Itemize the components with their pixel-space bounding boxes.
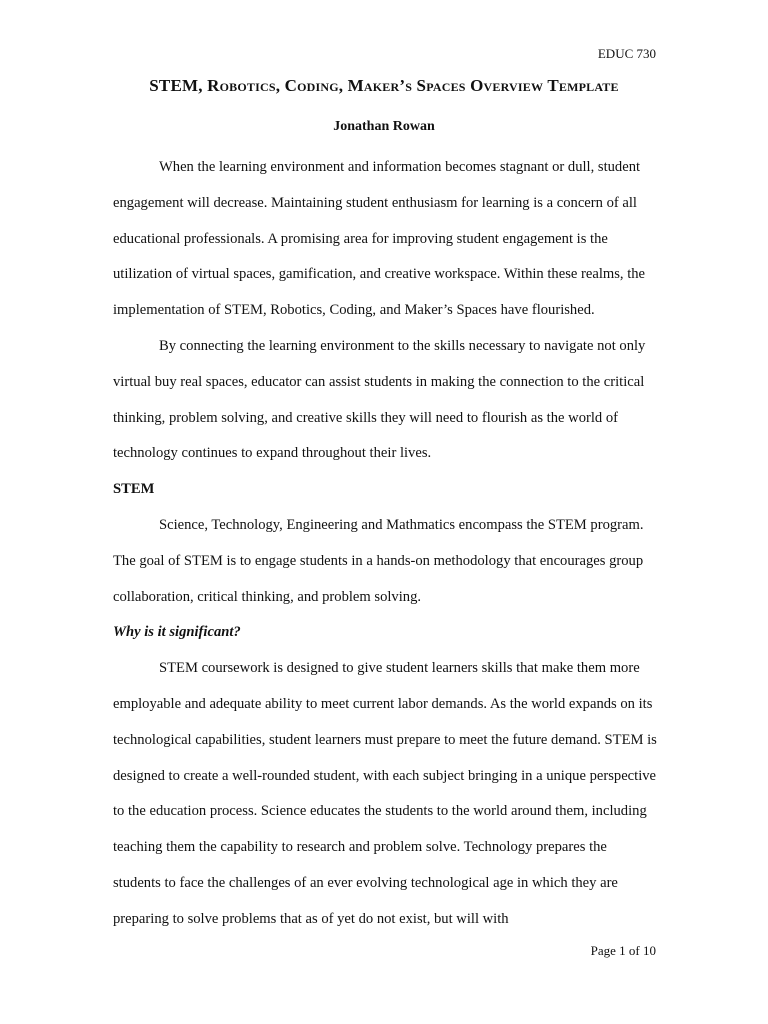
stem-paragraph-2: STEM coursework is designed to give student learners skills that make them more employable and adequate ability to meet current labor demands. As the world expands on its technological capabilities, student learners must prepare to meet the future demand. STEM is designed to create a well-rounded student, with each subject bringing in a unique perspective to the education process. Science educates the students to the world around them, including teaching them the capability to research and problem solve. Technology prepares the students to face the challenges of an ever evolving technological age in which they are preparing to solve problems that as of yet do not exist, but will with [113, 660, 657, 927]
stem-paragraph-1: Science, Technology, Engineering and Mathmatics encompass the STEM program. The goal of STEM is to engage students in a hands-on methodology that encourages group collaboration, critical thinking, and problem solving. [113, 516, 644, 605]
page-number: Page 1 of 10 [590, 943, 656, 958]
section-heading-stem: STEM [113, 481, 155, 498]
intro-paragraph-2: By connecting the learning environment to the skills necessary to navigate not only virtual buy real spaces, educator can assist students in making the connection to the critical thinking, problem solving, and creative skills they will need to flourish as the world of technology continues to expand throughout their lives. [113, 337, 646, 462]
author-name: Jonathan Rowan [333, 119, 435, 134]
document-body [113, 150, 658, 938]
document-title: STEM, Robotics, Coding, Maker’s Spaces Overview Template [149, 76, 619, 95]
course-code: EDUC 730 [597, 46, 656, 61]
subheading-significance: Why is it significant? [113, 624, 241, 641]
intro-paragraph-1: When the learning environment and information becomes stagnant or dull, student engagement will decrease. Maintaining student enthusiasm for learning is a concern of all educational professionals. A promising area for improving student engagement is the utilization of virtual spaces, gamification, and creative workspace. Within these realms, the implementation of STEM, Robotics, Coding, and Maker’s Spaces have flourished. [113, 159, 646, 319]
